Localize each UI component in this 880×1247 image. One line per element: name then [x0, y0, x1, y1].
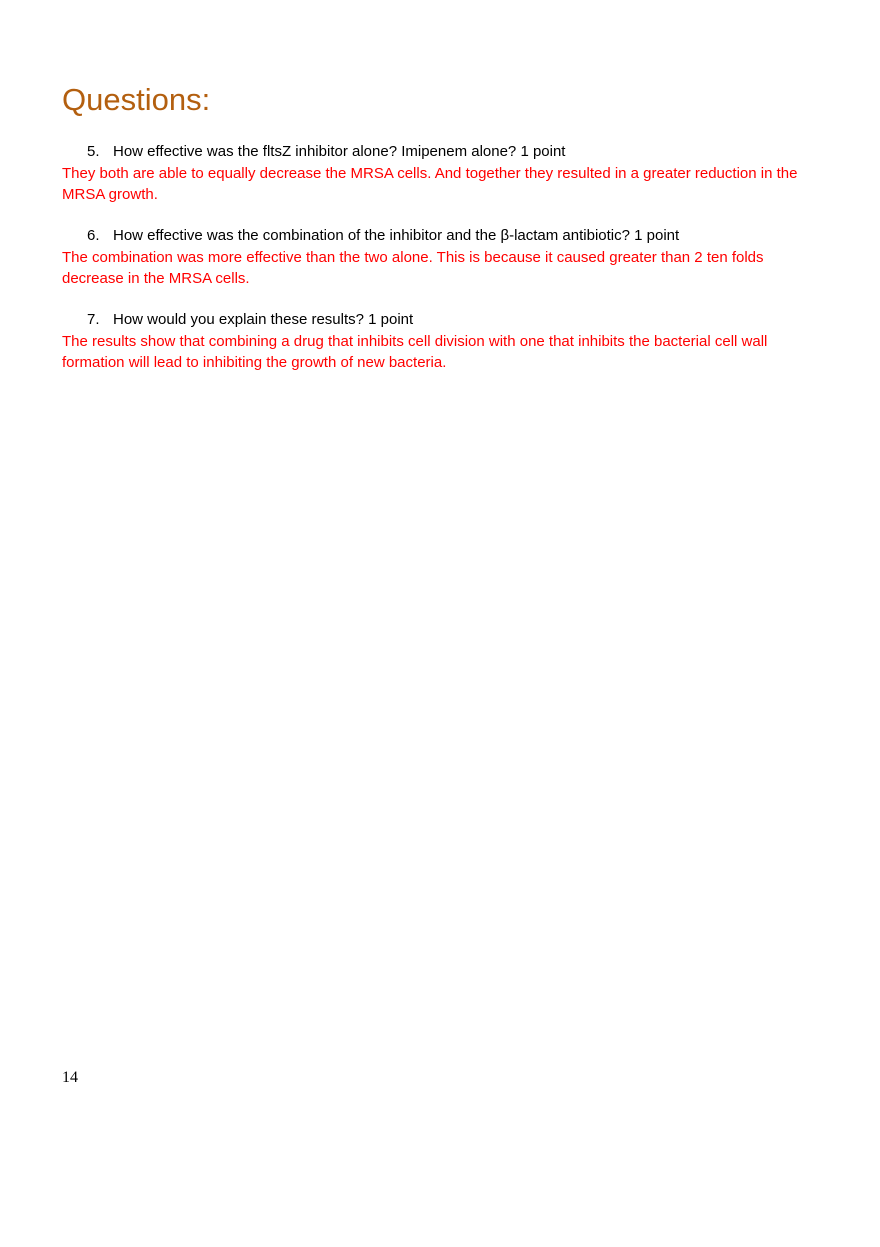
- question-item-5: [62, 141, 822, 205]
- answer-text: They both are able to equally decrease the MRSA cells. And together they resulted in a greater reduction in the MRSA growth.: [62, 165, 798, 203]
- question-number: 5.: [87, 143, 100, 160]
- question-line: [62, 141, 822, 163]
- question-item-6: [62, 225, 822, 289]
- question-line: [62, 309, 822, 331]
- question-item-7: [62, 309, 822, 373]
- question-text: How effective was the fltsZ inhibitor alone? Imipenem alone? 1 point: [113, 143, 566, 160]
- page-title: Questions:: [62, 82, 211, 117]
- question-text: How would you explain these results? 1 point: [113, 311, 414, 328]
- question-number: 7.: [87, 311, 100, 328]
- question-number: 6.: [87, 227, 100, 244]
- question-text: How effective was the combination of the inhibitor and the β-lactam antibiotic? 1 point: [113, 227, 680, 244]
- page-number: 14: [62, 1069, 78, 1086]
- question-line: [62, 225, 822, 247]
- answer-text: The results show that combining a drug that inhibits cell division with one that inhibits the bacterial cell wall formation will lead to inhibiting the growth of new bacteria.: [62, 333, 768, 371]
- questions-list: [62, 141, 822, 393]
- answer-text: The combination was more effective than the two alone. This is because it caused greater than 2 ten folds decrease in the MRSA cells.: [62, 249, 764, 287]
